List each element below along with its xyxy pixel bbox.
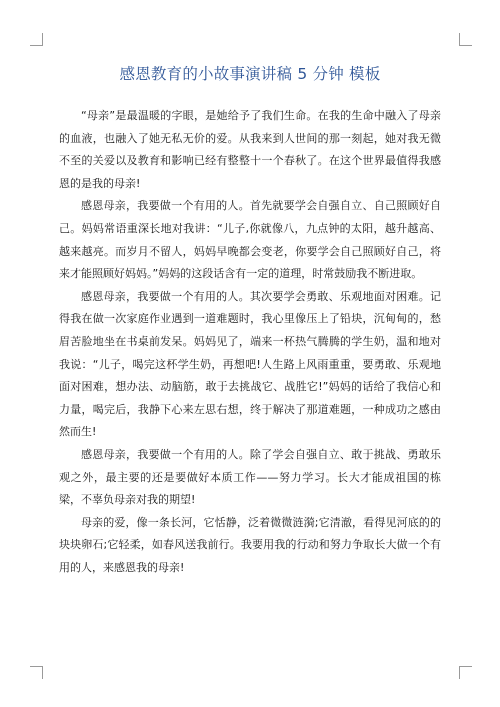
crop-mark-top-left bbox=[30, 33, 43, 46]
paragraph-3: 感恩母亲，我要做一个有用的人。其次要学会勇敢、乐观地面对困难。记得我在做一次家庭作业遇到一道难题时，我心里像压上了铅块，沉甸甸的，愁眉苦脸地坐在书桌前发呆。妈妈见了，端来一杯热气腾腾的学生奶，温和地对我说：“儿子，喝完这杯学生奶，再想吧!人生路上风雨重重，要勇敢、乐观地面对困难，想办法、动脑筋，敢于去挑战它、战胜它!”妈妈的话给了我信心和力量，喝完后，我静下心来左思右想，终于解决了那道难题，一种成功之感由然而生! bbox=[59, 289, 441, 439]
crop-mark-bottom-left bbox=[30, 666, 43, 679]
crop-mark-bottom-right bbox=[459, 666, 472, 679]
crop-mark-top-right bbox=[459, 33, 472, 46]
paragraph-4: 感恩母亲，我要做一个有用的人。除了学会自强自立、敢于挑战、勇敢乐观之外，最主要的还是要做好本质工作——努力学习。长大才能成祖国的栋梁，不辜负母亲对我的期望! bbox=[59, 447, 441, 507]
paragraph-2: 感恩母亲，我要做一个有用的人。首先就要学会自强自立、自己照顾好自己。妈妈常语重深长地对我讲：“儿子,你就像八，九点钟的太阳，越升越高、越来越亮。而岁月不留人，妈妈早晚都会变老，你要学会自己照顾好自己，将来才能照顾好妈妈。”妈妈的这段话含有一定的道理，时常鼓励我不断进取。 bbox=[59, 199, 441, 281]
paragraph-1: “母亲”是最温暖的字眼，是她给予了我们生命。在我的生命中融入了母亲的血液，也融入了她无私无价的爱。从我来到人世间的那一刻起，她对我无微不至的关爱以及教育和影响已经有整整十一个春秋了。在这个世界最值得我感恩的是我的母亲! bbox=[59, 109, 441, 190]
paragraph-5: 母亲的爱，像一条长河，它恬静，泛着微微涟漪;它清澈，看得见河底的的块块卵石;它轻柔，如春风送我前行。我要用我的行动和努力争取长大做一个有用的人，来感恩我的母亲! bbox=[59, 515, 441, 574]
document-body bbox=[59, 105, 441, 579]
document-title: 感恩教育的小故事演讲稿 5 分钟 模板 bbox=[119, 65, 381, 83]
